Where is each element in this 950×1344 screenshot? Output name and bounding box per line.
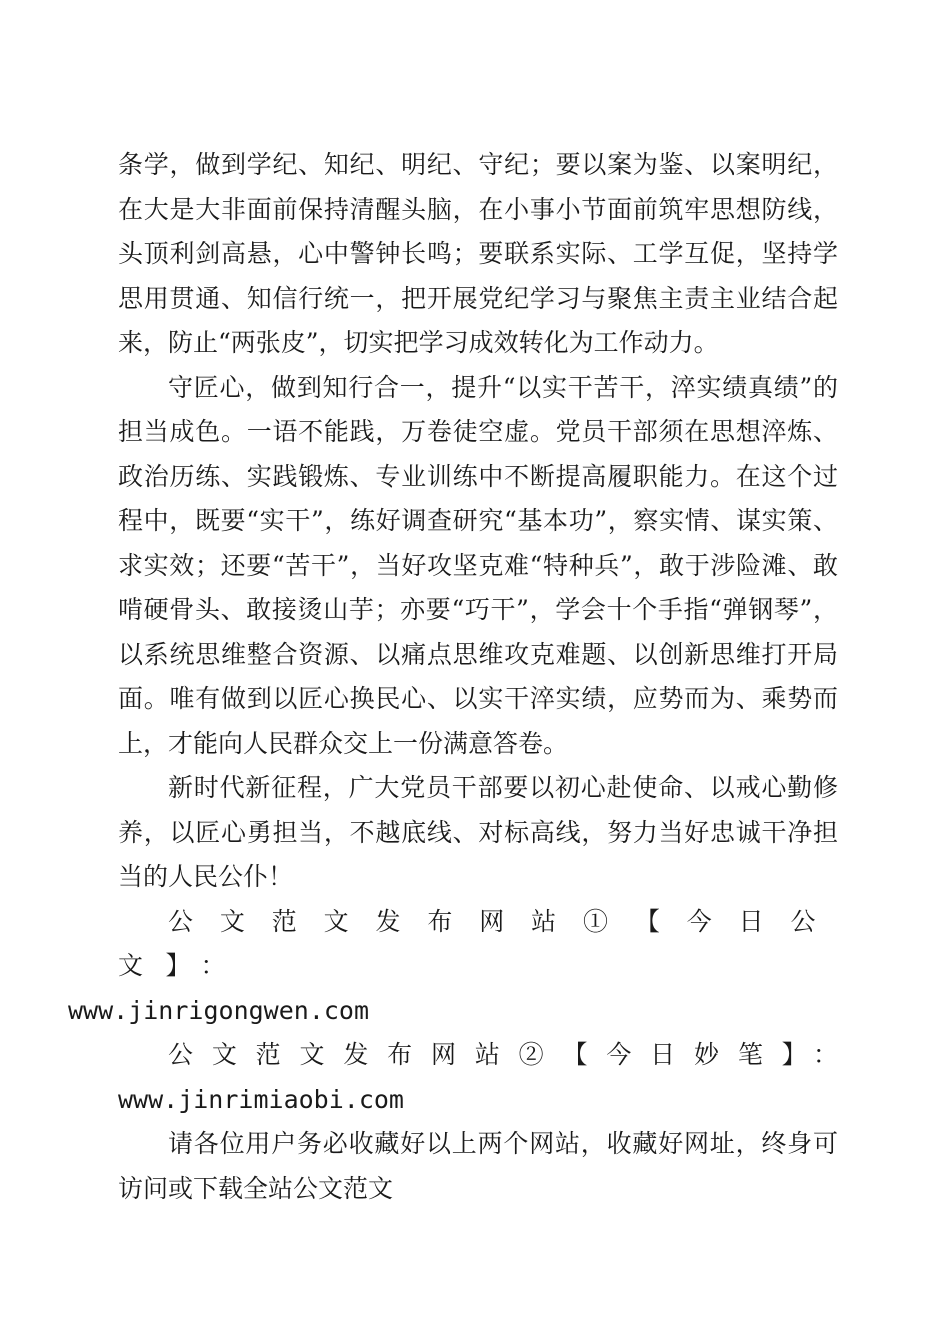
footer-site-1	[68, 900, 838, 1034]
site-2-label: 公文范文发布网站②【今日妙笔】：	[168, 1040, 838, 1069]
paragraph-new-era: 新时代新征程，广大党员干部要以初心赴使命、以戒心勤修养，以匠心勇担当，不越底线、对标高线，努力当好忠诚干净担当的人民公仆！	[118, 773, 838, 891]
paragraph-craftsmanship: 守匠心，做到知行合一，提升“以实干苦干，淬实绩真绩”的担当成色。一语不能践，万卷徒空虚。党员干部须在思想淬炼、政治历练、实践锻炼、专业训练中不断提高履职能力。在这个过程中，既要“实干”，练好调查研究“基本功”，察实情、谋实策、求实效；还要“苦干”，当好攻坚克难“特种兵”，敢于涉险滩、敢啃硬骨头、敢接烫山芋；亦要“巧干”，学会十个手指“弹钢琴”，以系统思维整合资源、以痛点思维攻克难题、以创新思维打开局面。唯有做到以匠心换民心、以实干淬实绩，应势而为、乘势而上，才能向人民群众交上一份满意答卷。	[118, 372, 838, 758]
document-body	[68, 143, 838, 1211]
footer-notice: 请各位用户务必收藏好以上两个网站，收藏好网址，终身可访问或下载全站公文范文	[118, 1129, 838, 1203]
paragraph-discipline-study: 条学，做到学纪、知纪、明纪、守纪；要以案为鉴、以案明纪，在大是大非面前保持清醒头脑，在小事小节面前筑牢思想防线，头顶利剑高悬，心中警钟长鸣；要联系实际、工学互促，坚持学思用贯通、知信行统一，把开展党纪学习与聚焦主责主业结合起来，防止“两张皮”，切实把学习成效转化为工作动力。	[118, 150, 838, 357]
site-1-url[interactable]: www.jinrigongwen.com	[68, 995, 370, 1025]
site-1-label: 公文范文发布网站①【今日公文】：	[118, 906, 838, 980]
site-2-url[interactable]: www.jinrimiaobi.com	[118, 1084, 404, 1114]
footer-site-2	[118, 1033, 838, 1122]
